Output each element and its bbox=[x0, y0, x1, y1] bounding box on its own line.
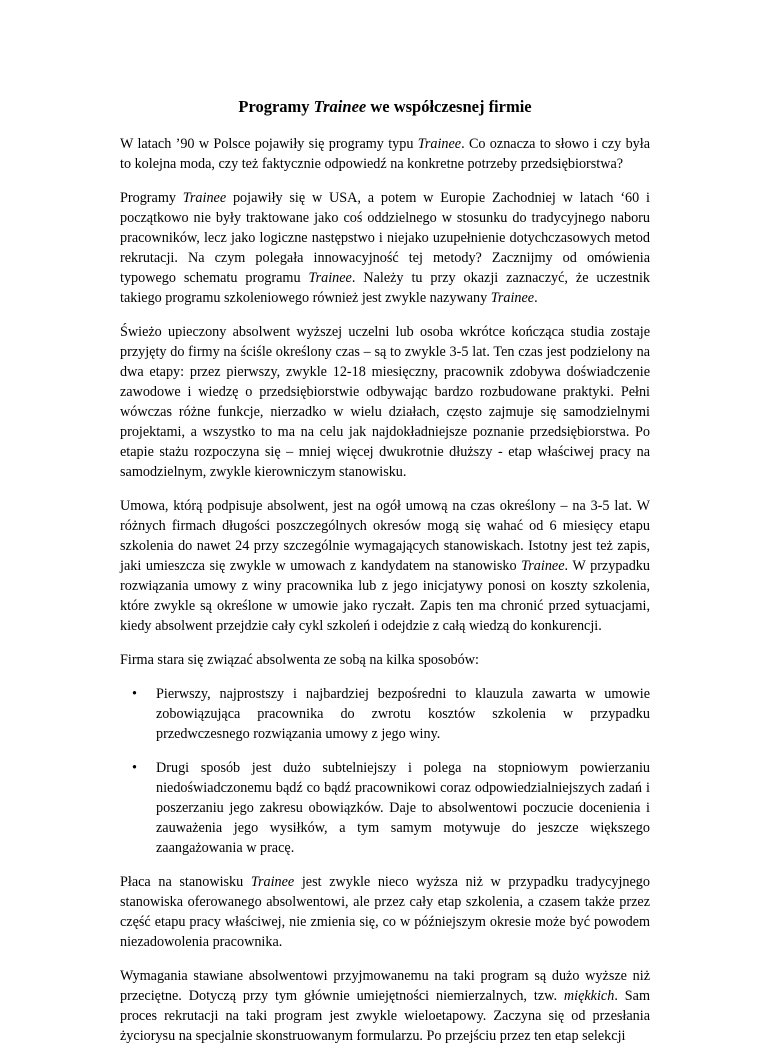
list-item: • Pierwszy, najprostszy i najbardziej bezpośredni to klauzula zawarta w umowie zobowiązująca pracownika do zwrotu kosztów szkolenia w przypadku przedwczesnego rozwiązania umowy z jego winy. bbox=[132, 686, 650, 742]
paragraph-graduate-stages: Świeżo upieczony absolwent wyższej uczelni lub osoba wkrótce kończąca studia zostaje przyjęty do firmy na ściśle określony czas – są to zwykle 3-5 lat. Ten czas jest podzielony na dwa etapy: przez pierwszy, zwykle 12-18 miesięczny, pracownik zdobywa doświadczenie zawodowe i wiedzę o przedsiębiorstwie odbywając bardzo rozbudowane praktyki. Pełni wówczas różne funkcje, nierzadko w wielu działach, często zajmuje się samodzielnymi projektami, a wszystko to ma na celu jak najdokładniejsze poznanie przedsiębiorstwa. Po etapie stażu rozpoczyna się – mniej więcej dwukrotnie dłuższy - etap właściwej pracy na samodzielnym, zwykle kierowniczym stanowisku. bbox=[120, 324, 650, 480]
bullet-icon: • bbox=[132, 686, 137, 702]
paragraph-retention-intro: Firma stara się związać absolwenta ze sobą na kilka sposobów: bbox=[120, 652, 479, 668]
document-body bbox=[120, 96, 650, 1060]
retention-methods-list bbox=[120, 684, 650, 858]
bullet-icon: • bbox=[132, 760, 137, 776]
list-item: • Drugi sposób jest dużo subtelniejszy i polega na stopniowym powierzaniu niedoświadczonemu bądź co bądź pracownikowi coraz odpowiedzialniejszych zadań i poszerzaniu jego zakresu obowiązków. Daje to absolwentowi poczucie docenienia i zauważenia jego wysiłków, a tym samym motywuje do jeszcze większego zaangażowania w pracę. bbox=[132, 760, 650, 856]
paragraph-intro: W latach ’90 w Polsce pojawiły się programy typu Trainee. Co oznacza to słowo i czy była to kolejna moda, czy też faktycznie odpowiedź na konkretne potrzeby przedsiębiorstwa? bbox=[120, 136, 650, 172]
document-title: Programy Trainee we współczesnej firmie bbox=[238, 97, 532, 116]
paragraph-origins: Programy Trainee pojawiły się w USA, a potem w Europie Zachodniej w latach ‘60 i początkowo nie były traktowane jako coś oddzielnego w stosunku do tradycyjnego naboru pracowników, lecz jako logiczne następstwo i niejako uzupełnienie dotychczasowych metod rekrutacji. Na czym polegała innowacyjność tej metody? Zacznijmy od omówienia typowego schematu programu Trainee. Należy tu przy okazji zaznaczyć, że uczestnik takiego programu szkoleniowego również jest zwykle nazywany Trainee. bbox=[120, 190, 651, 306]
paragraph-salary: Płaca na stanowisku Trainee jest zwykle nieco wyższa niż w przypadku tradycyjnego stanowiska oferowanego absolwentowi, ale przez cały etap szkolenia, a czasem także przez część etapu pracy właściwej, nie zmienia się, co w późniejszym okresie może być powodem niezadowolenia pracownika. bbox=[120, 874, 650, 950]
paragraph-contract: Umowa, którą podpisuje absolwent, jest na ogół umową na czas określony – na 3-5 lat. W różnych firmach długości poszczególnych okresów mogą się wahać od 6 miesięcy etapu szkolenia do nawet 24 przy szczególnie wymagających stanowiskach. Istotny jest też zapis, jaki umieszcza się zwykle w umowach z kandydatem na stanowisko Trainee. W przypadku rozwiązania umowy z winy pracownika lub z jego inicjatywy ponosi on koszty szkolenia, które zwykle są określone w umowie jako ryczałt. Zapis ten ma chronić przed sytuacjami, kiedy absolwent przejdzie cały cykl szkoleń i odejdzie z całą wiedzą do konkurencji. bbox=[120, 498, 650, 634]
paragraph-requirements: Wymagania stawiane absolwentowi przyjmowanemu na taki program są dużo wyższe niż przeciętne. Dotyczą przy tym głównie umiejętności niemierzalnych, tzw. miękkich. Sam proces rekrutacji na taki program jest zwykle wieloetapowy. Zaczyna się od przesłania życiorysu na specjalnie skonstruowanym formularzu. Po przejściu przez ten etap selekcji bbox=[120, 968, 650, 1044]
